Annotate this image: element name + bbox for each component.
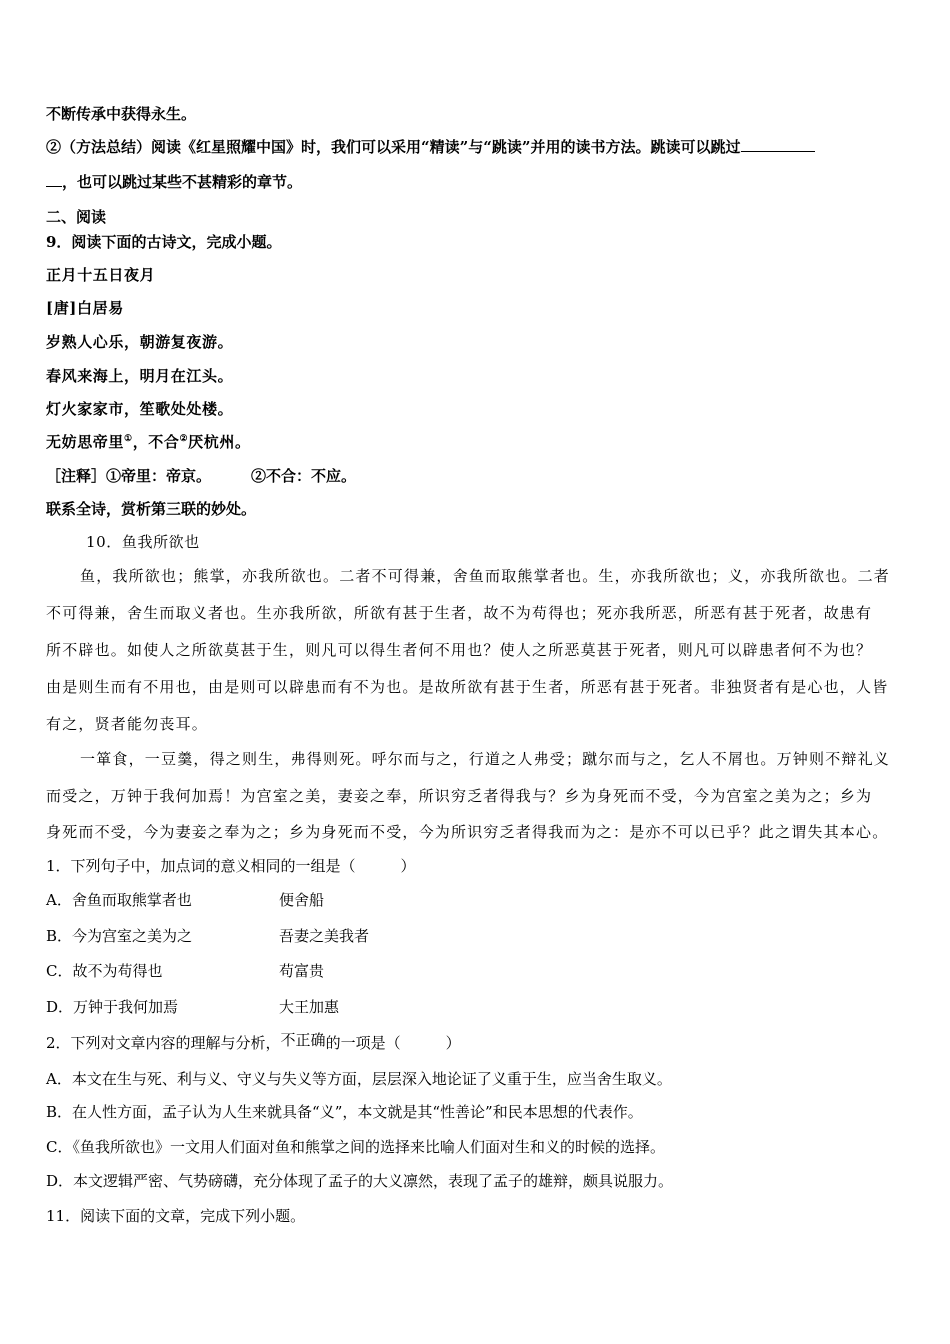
option-right: 苟富贵: [279, 962, 325, 980]
answer-blank[interactable]: [741, 137, 815, 152]
note-mark-2: ②: [179, 434, 189, 444]
poem-line-4-a: 无妨思帝里: [46, 433, 125, 451]
option-right: 大王加惠: [279, 998, 340, 1016]
option-left: 今为宫室之美为之: [72, 927, 193, 945]
passage-line: 身死而不受，今为妻妾之奉为之；乡为身死而不受，今为所识穷乏者得我而为之：是亦不可以已乎？此之谓失其本心。: [46, 823, 889, 841]
poem-title: 正月十五日夜月: [46, 266, 156, 284]
passage-line: 有之，贤者能勿丧耳。: [46, 715, 209, 733]
poem-line-1: 岁熟人心乐，朝游复夜游。: [46, 333, 234, 351]
passage-line: 鱼，我所欲也；熊掌，亦我所欲也。二者不可得兼，舍鱼而取熊掌者也。生，亦我所欲也；义，亦我所欲也。二者: [80, 567, 891, 585]
mc1-option-d[interactable]: [46, 997, 340, 1017]
option-left: 万钟于我何加焉: [73, 998, 179, 1016]
note-1: ①帝里：帝京。: [106, 467, 212, 485]
question-9-task: 联系全诗，赏析第三联的妙处。: [46, 500, 257, 518]
mc1-option-a[interactable]: [46, 890, 325, 910]
mc2-stem-c: 的一项是（ ）: [325, 1034, 461, 1052]
question-9-prompt: 9．阅读下面的古诗文，完成小题。: [46, 233, 282, 251]
poem-line-2: 春风来海上，明月在江头。: [46, 367, 234, 385]
mc2-option-d[interactable]: D．本文逻辑严密、气势磅礴，充分体现了孟子的大义凛然，表现了孟子的雄辩，颇具说服力。: [46, 1172, 674, 1190]
option-left: 故不为苟得也: [72, 962, 163, 980]
mc2-stem-emphasis: 不正确: [280, 1031, 326, 1049]
passage-line: 由是则生而有不用也，由是则可以辟患而有不为也。是故所欲有甚于生者，所恶有甚于死者。非独贤者有是心也，人皆: [46, 678, 889, 696]
passage-line: 不可得兼，舍生而取义者也。生亦我所欲，所欲有甚于生者，故不为苟得也；死亦我所恶，所恶有甚于死者，故患有: [46, 604, 873, 622]
poem-author: [唐]白居易: [46, 299, 124, 317]
mc1-stem: 1．下列句子中，加点词的意义相同的一组是（ ）: [46, 857, 416, 875]
option-label: B．: [46, 927, 73, 945]
poem-notes: [46, 466, 356, 486]
question-11-prompt: 11．阅读下面的文章，完成下列小题。: [46, 1207, 306, 1225]
mc2-stem: [46, 1033, 461, 1053]
mc1-option-c[interactable]: [46, 961, 325, 981]
method-question-line: [46, 137, 815, 157]
poem-line-4-b: ，不合: [132, 433, 180, 451]
poem-line-4: [46, 432, 251, 452]
mc1-option-b[interactable]: [46, 926, 370, 946]
option-right: 便舍船: [279, 891, 325, 909]
method-question-text-2: ，也可以跳过某些不甚精彩的章节。: [62, 173, 303, 191]
passage-line: 所不辟也。如使人之所欲莫甚于生，则凡可以得生者何不用也？使人之所恶莫甚于死者，则凡可以辟患者何不为也？: [46, 641, 873, 659]
notes-label: ［注释］: [46, 467, 107, 485]
passage-line: 而受之，万钟于我何加焉！为宫室之美，妻妾之奉，所识穷乏者得我与？乡为身死而不受，今为宫室之美为之；乡为: [46, 787, 873, 805]
poem-line-4-c: 厌杭州。: [188, 433, 251, 451]
option-left: 舍鱼而取熊掌者也: [71, 891, 192, 909]
method-question-line-2: [46, 172, 302, 192]
mc2-option-a[interactable]: A．本文在生与死、利与义、守义与失义等方面，层层深入地论证了义重于生，应当舍生取义。: [46, 1070, 672, 1088]
passage-line: 一箪食，一豆羹，得之则生，弗得则死。呼尔而与之，行道之人弗受；蹴尔而与之，乞人不屑也。万钟则不辩礼义: [80, 750, 891, 768]
note-2: ②不合：不应。: [251, 467, 357, 485]
mc2-option-c[interactable]: C．《鱼我所欲也》一文用人们面对鱼和熊掌之间的选择来比喻人们面对生和义的时候的选择。: [46, 1138, 665, 1156]
answer-blank-cont[interactable]: [46, 172, 62, 187]
mc2-stem-a: 2．下列对文章内容的理解与分析，: [46, 1034, 281, 1052]
mc2-option-b[interactable]: B．在人性方面，孟子认为人生来就具备“义”，本文就是其“性善论”和民本思想的代表作。: [46, 1103, 643, 1121]
method-question-text: ②（方法总结）阅读《红星照耀中国》时，我们可以采用“精读”与“跳读”并用的读书方法。跳读可以跳过: [46, 138, 741, 156]
option-label: A．: [46, 891, 72, 909]
option-label: D．: [46, 998, 74, 1016]
text-line: 不断传承中获得永生。: [46, 105, 197, 123]
poem-line-3: 灯火家家市，笙歌处处楼。: [46, 400, 234, 418]
question-10-title: 10．鱼我所欲也: [86, 533, 200, 551]
section-heading: 二、阅读: [46, 208, 107, 226]
option-label: C．: [46, 962, 73, 980]
note-mark-1: ①: [124, 434, 133, 444]
option-right: 吾妻之美我者: [279, 927, 370, 945]
